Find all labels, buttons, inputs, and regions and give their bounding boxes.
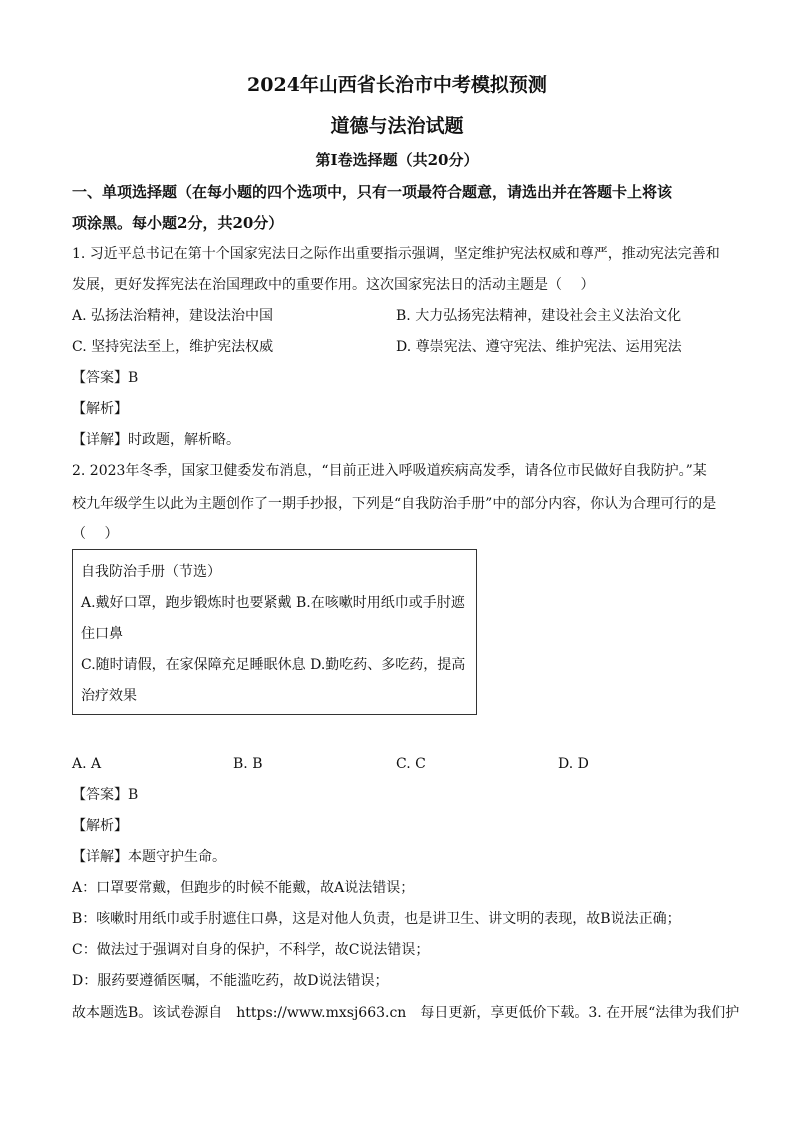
box-title: 自我防治手册（节选） — [81, 564, 221, 580]
q2-option-d: D. D — [558, 756, 589, 772]
q2-stem-line1: 2. 2023年冬季，国家卫健委发布消息，“目前正进入呼吸道疾病高发季，请各位市民做好自我防护。”某 — [72, 463, 707, 479]
q1-stem-line2: 发展，更好发挥宪法在治国理政中的重要作用。这次国家宪法日的活动主题是（ ） — [72, 277, 595, 293]
box-line1: A.戴好口罩，跑步锻炼时也要紧戴 B.在咳嗽时用纸巾或手肘遮 — [81, 595, 465, 611]
q2-explain-d: D：服药要遵循医嘱，不能滥吃药，故D说法错误； — [72, 973, 389, 989]
q1-option-a: A. 弘扬法治精神，建设法治中国 — [72, 308, 274, 324]
section-heading-line1: 一、单项选择题（在每小题的四个选项中，只有一项最符合题意，请选出并在答题卡上将该 — [72, 183, 673, 201]
q1-stem-line1: 1. 习近平总书记在第十个国家宪法日之际作出重要指示强调，坚定维护宪法权威和尊严，推动宪法完善和 — [72, 246, 720, 262]
box-line4: 治疗效果 — [81, 688, 137, 704]
q2-conclusion: 故本题选B。该试卷源自 https://www.mxsj663.cn 每日更新，享更低价下载。3. 在开展“法律为我们护 — [72, 1005, 740, 1021]
q2-stem-line2: 校九年级学生以此为主题创作了一期手抄报，下列是“自我防治手册”中的部分内容，你认为合理可行的是 — [72, 496, 717, 512]
q2-explain-b: B：咳嗽时用纸巾或手肘遮住口鼻，这是对他人负责，也是讲卫生、讲文明的表现，故B说法正确； — [72, 911, 681, 927]
q1-analysis-label: 【解析】 — [72, 401, 128, 417]
q1-option-c: C. 坚持宪法至上，维护宪法权威 — [72, 339, 274, 355]
exam-title: 2024年山西省长治市中考模拟预测 — [247, 74, 547, 96]
subject-title: 道德与法治试题 — [330, 115, 464, 137]
section-heading-line2: 项涂黑。每小题2分，共20分） — [72, 214, 284, 232]
q2-option-b: B. B — [233, 756, 263, 772]
q2-option-a: A. A — [72, 756, 102, 772]
q2-option-c: C. C — [396, 756, 426, 772]
handbook-excerpt-box — [72, 549, 477, 715]
q2-analysis-label: 【解析】 — [72, 818, 128, 834]
part-title: 第Ⅰ卷选择题（共20分） — [315, 151, 479, 169]
q2-stem-line3: （ ） — [72, 526, 119, 542]
q1-answer: 【答案】B — [72, 370, 139, 386]
q2-detail: 【详解】本题守护生命。 — [72, 849, 226, 865]
q1-detail: 【详解】时政题，解析略。 — [72, 432, 240, 448]
q2-answer: 【答案】B — [72, 787, 139, 803]
q2-explain-c: C：做法过于强调对自身的保护，不科学，故C说法错误； — [72, 942, 430, 958]
q1-option-b: B. 大力弘扬宪法精神，建设社会主义法治文化 — [396, 308, 682, 324]
box-line3: C.随时请假，在家保障充足睡眠休息 D.勤吃药、多吃药，提高 — [81, 657, 466, 673]
q2-explain-a: A：口罩要常戴，但跑步的时候不能戴，故A说法错误； — [72, 880, 415, 896]
q1-option-d: D. 尊崇宪法、遵守宪法、维护宪法、运用宪法 — [396, 339, 682, 355]
box-line2: 住口鼻 — [81, 626, 123, 642]
